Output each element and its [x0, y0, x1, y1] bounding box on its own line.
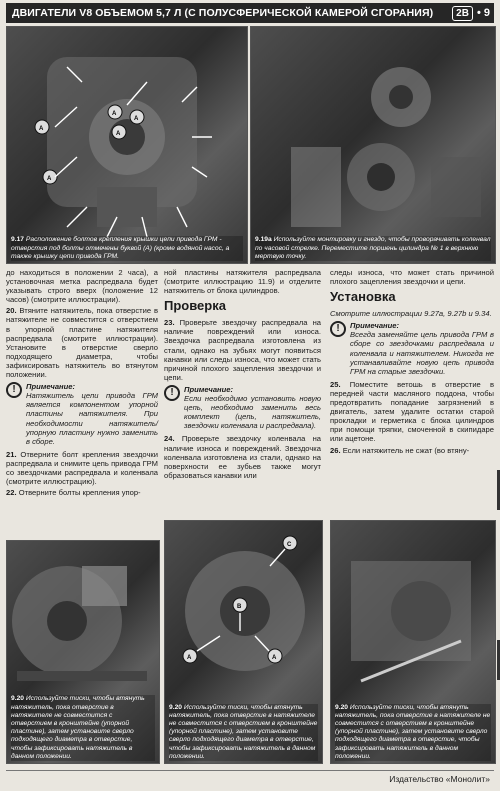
fig-9-20-left-number: 9.20 — [11, 695, 25, 703]
col3-note: ! Примечание: Всегда заменяйте цепь привода ГРМ в сборе со звездочками распредвала и коленвала и натяжителем. Никогда не устанавливайте новую цепь привода ГРМ на старые звездочки. — [330, 321, 494, 376]
label-a: A — [39, 126, 44, 132]
col2-step-24: 24. Проверьте звездочку коленвала на наличие износа и повреждений. Звездочка коленвала изготовлена из стали, однако на поверхности ее зубьев также могут образоваться канавки или — [164, 434, 321, 480]
col2-note: ! Примечание: Если необходимо установить новую цепь, необходимо заменить весь комплект (цепь, натяжитель, звездочки коленвала и распредвала). — [164, 385, 321, 430]
fig-9-20-left-caption: Используйте тиски, чтобы втянуть натяжитель, пока отверстие в натяжителе не совместится с отверстием в кронштейне (упорной пластине), затем установите сверло подходящего диаметра в отверстие, чтобы зафиксировать натяжитель в данном положении. — [11, 695, 145, 760]
label-b: B — [237, 604, 242, 610]
chapter-title: ДВИГАТЕЛИ V8 ОБЪЕМОМ 5,7 Л (С ПОЛУСФЕРИЧЕСКОЙ КАМЕРОЙ СГОРАНИЯ) — [12, 7, 434, 19]
col3-step-25: 25. Поместите ветошь в отверстие в передней части масляного поддона, чтобы предотвратить попадание загрязнений в двигатель, затем удалите остатки старой прокладки и герметика с блока цилиндров при помощи тряпки, смоченной в скипидаре или ацетоне. — [330, 379, 494, 444]
label-a: A — [116, 131, 121, 137]
col2-step-23: 23. Проверьте звездочку распредвала на наличие повреждений или износа. Звездочка распредвала изготовлена из стали, однако на зубьях могут появиться канавки или следы износа, что может стать причиной плохого зацепления звездочки и цепи. — [164, 318, 321, 382]
col3-see-illustrations: Смотрите иллюстрации 9.27a, 9.27b и 9.34. — [330, 309, 492, 319]
warning-icon: ! — [164, 385, 180, 401]
fig-9-19a-number: 9.19a — [255, 236, 272, 244]
label-c: C — [287, 542, 292, 548]
section-badge: 2B — [452, 6, 473, 21]
col1-step-22: 22. Отверните болты крепления упор- — [6, 488, 141, 498]
crankshaft-rotation-illustration — [251, 27, 495, 263]
warning-icon: ! — [6, 382, 22, 398]
publisher: Издательство «Монолит» — [389, 774, 490, 784]
page-number-value: • 9 — [476, 7, 490, 19]
fig-9-20-mid-number: 9.20 — [169, 703, 183, 711]
fig-9-20-mid-caption: Используйте тиски, чтобы втянуть натяжитель, пока отверстие в натяжителе не совместится с отверстием в кронштейне (упорной пластине), затем установите сверло подходящего диаметра в отверстие, чтобы зафиксировать натяжитель в данном положении. — [169, 703, 318, 760]
col3-step-26: 26. Если натяжитель не сжат (во втяну- — [330, 445, 470, 455]
fig-9-17-caption: Расположение болтов крепления крышки цепи привода ГРМ - отверстия под болты отмечены буквой (А) (кроме водяной насос, а также крышку цепи привода ГРМ. — [11, 236, 230, 260]
col1-step-20: 20. Втяните натяжитель, пока отверстие в натяжителе не совместится с отверстием в упорной пластине натяжителя распредвала (смотрите иллюстрации). Установите в отверстие сверло подходящего диаметра, чтобы зафиксировать натяжитель во втянутом положении. — [6, 306, 158, 380]
engine-front-illustration — [7, 27, 247, 263]
label-a: A — [112, 111, 117, 117]
heading-installation: Установка — [330, 289, 396, 305]
label-a: A — [272, 655, 277, 661]
text-column-1 — [6, 268, 158, 499]
fig-9-19a-caption: Используйте монтировку и гнездо, чтобы проворачивать коленвал по часовой стрелке. Переместите поршень цилиндра № 1 в верхнюю мертвую точку. — [255, 236, 491, 260]
text-column-3 — [330, 268, 494, 457]
figure-9-19a — [250, 26, 496, 264]
warning-icon: ! — [330, 321, 346, 337]
page-header — [6, 3, 494, 23]
col3-paragraph: следы износа, что может стать причиной плохого зацепления звездочки и цепи. — [330, 268, 494, 287]
label-a: A — [187, 655, 192, 661]
page-number — [452, 3, 490, 23]
col1-step-21: 21. Отверните болт крепления звездочки распредвала и снимите цепь привода ГРМ со звездочками распредвала и коленвала (смотрите иллюстрацию). — [6, 449, 158, 487]
fig-9-20-right-number: 9.20 — [335, 703, 349, 711]
text-column-2 — [164, 268, 321, 482]
label-a: A — [134, 116, 139, 122]
label-a: A — [47, 176, 52, 182]
col2-paragraph: ной пластины натяжителя распредвала (смотрите иллюстрацию 11.9) и отделите натяжитель от блока цилиндров. — [164, 268, 321, 296]
fig-9-17-number: 9.17 — [11, 236, 25, 244]
col1-note: ! Примечание: Натяжитель цепи привода ГРМ является компонентом упорной пластины натяжителя. При необходимости натяжитель/упорную пластину нужно заменить в сборе. — [6, 382, 158, 446]
figure-9-20-middle — [164, 520, 323, 764]
figure-9-20-right — [330, 520, 496, 764]
heading-check: Проверка — [164, 298, 226, 314]
fig-9-20-right-caption: Используйте тиски, чтобы втянуть натяжитель, пока отверстие в натяжителе не совместится с отверстием в кронштейне (упорной пластине), затем установите сверло подходящего диаметра в отверстие, чтобы зафиксировать натяжитель в данном положении. — [335, 703, 491, 760]
col1-paragraph: до находиться в положении 2 часа), а установочная метка распредвала будет указывать строго вверх (положение 12 часов) (смотрите иллюстрации). — [6, 268, 158, 305]
page-footer — [6, 770, 494, 787]
figure-9-20-left — [6, 540, 160, 764]
figure-9-17 — [6, 26, 248, 264]
